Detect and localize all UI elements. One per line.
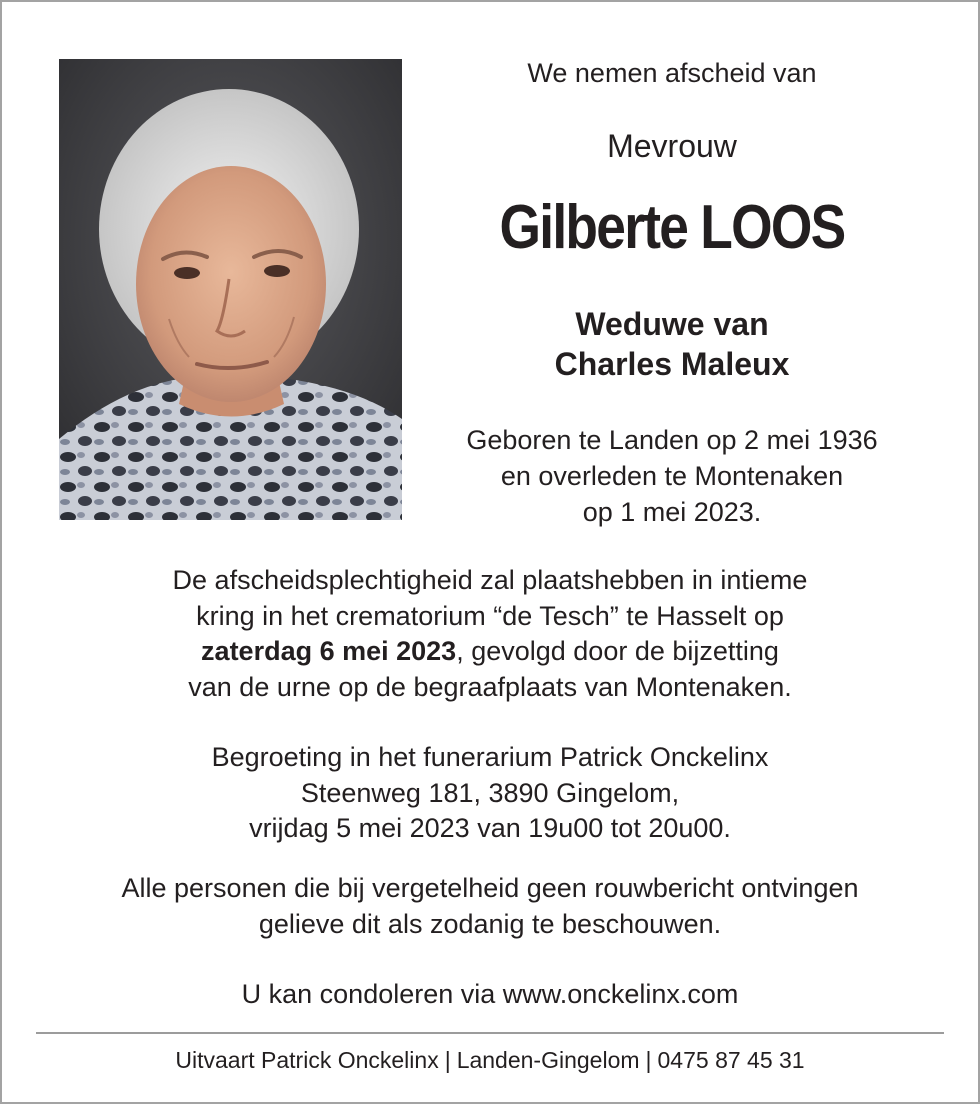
widow-block bbox=[432, 304, 912, 384]
deceased-name: Gilberte LOOS bbox=[499, 193, 845, 262]
birth-death-block bbox=[432, 422, 912, 530]
portrait-illustration bbox=[59, 59, 402, 520]
birth-line: Geboren te Landen op 2 mei 1936 bbox=[466, 425, 878, 455]
honorific-title: Mevrouw bbox=[607, 128, 737, 164]
footer-phone: 0475 87 45 31 bbox=[657, 1047, 805, 1073]
widow-line: Weduwe van bbox=[575, 306, 769, 342]
intro-text: We nemen afscheid van bbox=[527, 58, 817, 88]
portrait-photo bbox=[59, 59, 402, 520]
visitation-time: vrijdag 5 mei 2023 van 19u00 tot 20u00. bbox=[249, 813, 731, 843]
spouse-name: Charles Maleux bbox=[554, 346, 790, 382]
footer bbox=[2, 1045, 978, 1075]
footer-separator: | bbox=[645, 1047, 652, 1073]
ceremony-line bbox=[2, 634, 978, 670]
ceremony-line: De afscheidsplechtigheid zal plaatshebben in intieme bbox=[172, 565, 808, 595]
footer-divider bbox=[36, 1032, 944, 1034]
ceremony-paragraph bbox=[2, 563, 978, 705]
notice-line: gelieve dit als zodanig te beschouwen. bbox=[258, 908, 722, 939]
ceremony-line-rest: , gevolgd door de bijzetting bbox=[456, 636, 779, 666]
ceremony-line: kring in het crematorium “de Tesch” te Hasselt op bbox=[196, 600, 784, 631]
death-date-line: op 1 mei 2023. bbox=[582, 497, 762, 527]
ceremony-line: van de urne op de begraafplaats van Montenaken. bbox=[188, 671, 792, 702]
condolence-text: U kan condoleren via www.onckelinx.com bbox=[241, 979, 739, 1009]
ceremony-date: zaterdag 6 mei 2023 bbox=[201, 636, 457, 666]
notice-line: Alle personen die bij vergetelheid geen rouwbericht ontvingen bbox=[121, 873, 859, 903]
visitation-address: Steenweg 181, 3890 Gingelom, bbox=[300, 777, 680, 808]
funeral-company: Uitvaart Patrick Onckelinx bbox=[175, 1047, 439, 1073]
death-place-line: en overleden te Montenaken bbox=[500, 461, 844, 491]
visitation-line: Begroeting in het funerarium Patrick Onckelinx bbox=[211, 742, 769, 772]
footer-separator: | bbox=[444, 1047, 451, 1073]
footer-location: Landen-Gingelom bbox=[456, 1047, 640, 1073]
notice-paragraph bbox=[2, 871, 978, 942]
visitation-paragraph bbox=[2, 740, 978, 847]
